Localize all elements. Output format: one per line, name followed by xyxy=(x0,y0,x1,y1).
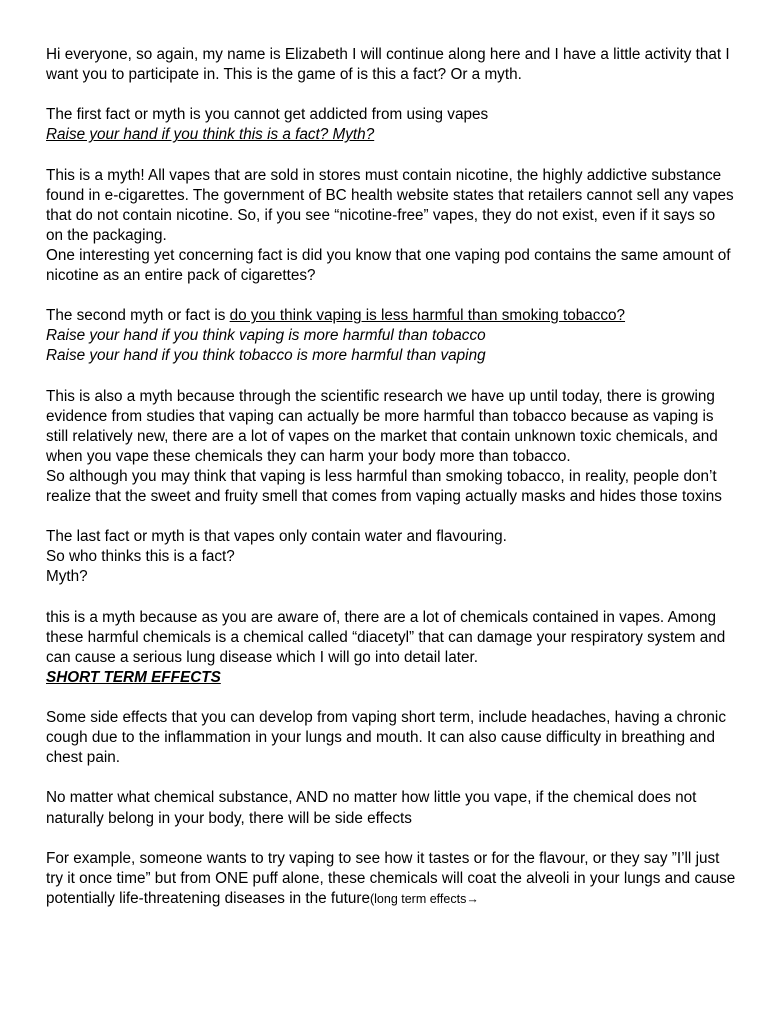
question-3: The last fact or myth is that vapes only contain water and flavouring. xyxy=(46,528,507,546)
question-2-prompt-1: Raise your hand if you think vaping is more harmful than tobacco xyxy=(46,327,486,345)
side-effects-paragraph: Some side effects that you can develop from vaping short term, include headaches, having a chronic cough due to the inflammation in your lungs and mouth. It can also cause difficulty in breathing and chest pain. xyxy=(46,709,726,767)
paragraph-gap xyxy=(46,367,736,387)
example-text: For example, someone wants to try vaping to see how it tastes or for the flavour, or they say ”I’ll just try it once time” but from ONE puff alone, these chemicals will coat the alveoli in your lungs and cause potentially life-threatening diseases in the future xyxy=(46,849,736,907)
answer-2: This is also a myth because through the scientific research we have up until today, there is growing evidence from studies that vaping can actually be more harmful than tobacco because as vaping is still relatively new, there are a lot of vapes on the market that contain unknown toxic chemicals, and when you vape these chemicals they can harm your body more than tobacco. xyxy=(46,387,718,465)
question-3-prompt-1: So who thinks this is a fact? xyxy=(46,548,235,566)
paragraph-gap xyxy=(46,507,736,527)
no-matter-paragraph: No matter what chemical substance, AND no matter how little you vape, if the chemical does not naturally belong in your body, there will be side effects xyxy=(46,789,697,827)
question-2-lead: The second myth or fact is xyxy=(46,307,230,325)
answer-3: this is a myth because as you are aware of, there are a lot of chemicals contained in vapes. Among these harmful chemicals is a chemical called “diacetyl” that can damage your respiratory system and can cause a serious lung disease which I will go into detail later. xyxy=(46,608,726,666)
answer-1: This is a myth! All vapes that are sold in stores must contain nicotine, the highly addictive substance found in e-cigarettes. The government of BC health website states that retailers cannot sell any vapes that do not contain nicotine. So, if you see “nicotine-free” vapes, they do not exist, even if it says so on the packaging. xyxy=(46,166,734,244)
question-1-prompt: Raise your hand if you think this is a fact? Myth? xyxy=(46,126,375,144)
paragraph-gap xyxy=(46,688,736,708)
question-2-text: do you think vaping is less harmful than smoking tobacco? xyxy=(229,307,626,325)
example-note: (long term effects→ xyxy=(369,891,479,906)
question-2 xyxy=(46,306,736,326)
paragraph-gap xyxy=(46,145,736,165)
question-1: The first fact or myth is you cannot get addicted from using vapes xyxy=(46,106,489,124)
question-3-prompt-2: Myth? xyxy=(46,568,88,586)
paragraph-gap xyxy=(46,588,736,608)
document-page xyxy=(46,45,736,909)
example-paragraph xyxy=(46,849,736,909)
paragraph-gap xyxy=(46,829,736,849)
question-2-prompt-2: Raise your hand if you think tobacco is more harmful than vaping xyxy=(46,347,486,365)
paragraph-gap xyxy=(46,286,736,306)
intro-paragraph: Hi everyone, so again, my name is Elizabeth I will continue along here and I have a little activity that I want you to participate in. This is the game of is this a fact? Or a myth. xyxy=(46,46,730,84)
paragraph-gap xyxy=(46,85,736,105)
short-term-effects-heading: SHORT TERM EFFECTS xyxy=(46,668,221,686)
answer-2-extra: So although you may think that vaping is less harmful than smoking tobacco, in reality, people don’t realize that the sweet and fruity smell that comes from vaping actually masks and hides those toxins xyxy=(46,467,722,506)
answer-1-extra: One interesting yet concerning fact is did you know that one vaping pod contains the same amount of nicotine as an entire pack of cigarettes? xyxy=(46,246,731,285)
paragraph-gap xyxy=(46,768,736,788)
